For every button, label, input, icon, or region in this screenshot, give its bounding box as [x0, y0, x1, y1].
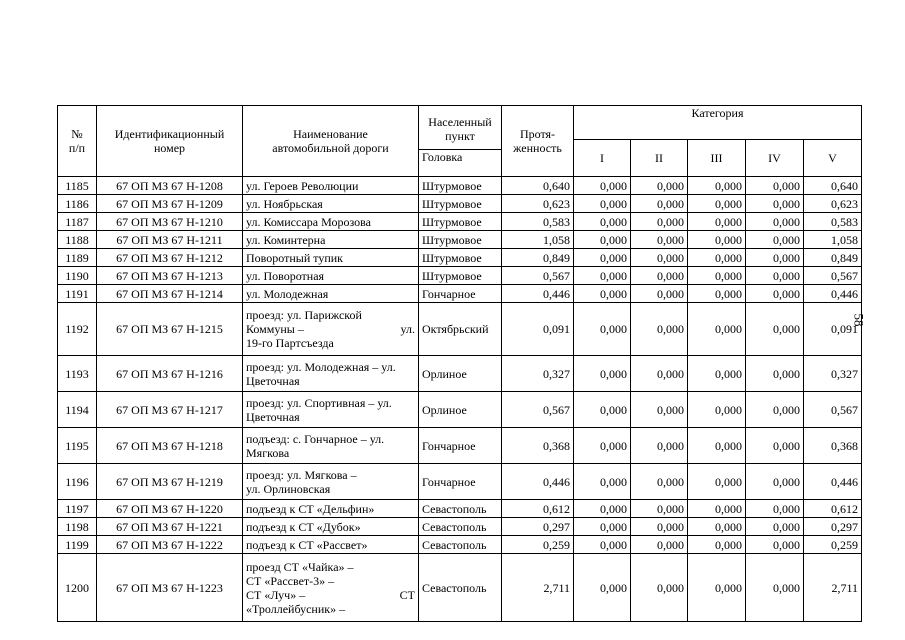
row-cat-5: 0,446: [804, 285, 862, 303]
row-cat-1: 0,000: [574, 213, 631, 231]
road-name-line: проезд: ул. Мягкова –: [246, 467, 357, 482]
row-cat-4: 0,000: [746, 554, 804, 622]
road-name-line: Цветочная: [246, 373, 300, 388]
row-cat-2: 0,000: [631, 177, 688, 195]
row-cat-1: 0,000: [574, 249, 631, 267]
row-cat-3: 0,000: [688, 464, 746, 500]
row-cat-5: 0,612: [804, 500, 862, 518]
row-cat-2: 0,000: [631, 536, 688, 554]
row-place: Гончарное: [419, 464, 502, 500]
road-name-part: СТ «Луч» –: [246, 587, 306, 602]
row-cat-4: 0,000: [746, 303, 804, 356]
row-length: 0,091: [502, 303, 574, 356]
row-length: 0,368: [502, 428, 574, 464]
row-cat-1: 0,000: [574, 267, 631, 285]
road-name-part: Коммуны –: [246, 322, 304, 336]
row-cat-1: 0,000: [574, 428, 631, 464]
row-road-name: [243, 464, 419, 500]
row-number: 1190: [58, 267, 97, 285]
row-cat-4: 0,000: [746, 267, 804, 285]
row-place: Штурмовое: [419, 267, 502, 285]
header-row: [58, 106, 862, 140]
row-cat-4: 0,000: [746, 356, 804, 392]
road-name-line: ул. Орлиновская: [246, 481, 331, 496]
row-id: 67 ОП МЗ 67 Н-1221: [97, 518, 243, 536]
row-cat-4: 0,000: [746, 518, 804, 536]
row-id: 67 ОП МЗ 67 Н-1222: [97, 536, 243, 554]
row-cat-2: 0,000: [631, 195, 688, 213]
row-number: 1194: [58, 392, 97, 428]
row-length: 0,640: [502, 177, 574, 195]
row-cat-5: 0,567: [804, 267, 862, 285]
road-name-line: ул. Поворотная: [246, 268, 325, 283]
row-cat-2: 0,000: [631, 428, 688, 464]
row-cat-4: 0,000: [746, 536, 804, 554]
row-cat-2: 0,000: [631, 356, 688, 392]
road-name-line: ул. Комиссара Морозова: [246, 214, 371, 229]
row-cat-5: 1,058: [804, 231, 862, 249]
row-cat-2: 0,000: [631, 392, 688, 428]
row-cat-5: 0,623: [804, 195, 862, 213]
row-number: 1197: [58, 500, 97, 518]
row-cat-3: 0,000: [688, 267, 746, 285]
row-number: 1187: [58, 213, 97, 231]
table-row: [58, 195, 862, 213]
table-row: [58, 356, 862, 392]
row-place: Гончарное: [419, 285, 502, 303]
row-number: 1192: [58, 303, 97, 356]
table-row: [58, 518, 862, 536]
road-name-line: ул. Героев Революции: [246, 178, 359, 193]
row-number: 1188: [58, 231, 97, 249]
row-id: 67 ОП МЗ 67 Н-1208: [97, 177, 243, 195]
row-number: 1200: [58, 554, 97, 622]
row-cat-4: 0,000: [746, 500, 804, 518]
road-name-line: проезд: ул. Молодежная – ул.: [246, 359, 396, 374]
header-cat-5: V: [804, 140, 862, 177]
header-id: Идентификационный номер: [97, 106, 243, 177]
row-cat-5: 0,567: [804, 392, 862, 428]
row-length: 0,612: [502, 500, 574, 518]
road-name-line: подъезд: с. Гончарное – ул.: [246, 431, 385, 446]
road-name-line: Цветочная: [246, 409, 300, 424]
row-road-name: [243, 500, 419, 518]
road-name-line: СТ «Рассвет-3» –: [246, 573, 335, 588]
row-length: 2,711: [502, 554, 574, 622]
row-cat-1: 0,000: [574, 518, 631, 536]
row-length: 0,567: [502, 267, 574, 285]
row-cat-1: 0,000: [574, 356, 631, 392]
row-number: 1193: [58, 356, 97, 392]
row-cat-4: 0,000: [746, 231, 804, 249]
row-cat-5: 0,368: [804, 428, 862, 464]
row-length: 0,446: [502, 464, 574, 500]
row-cat-2: 0,000: [631, 231, 688, 249]
row-road-name: [243, 554, 419, 622]
row-cat-4: 0,000: [746, 428, 804, 464]
row-cat-2: 0,000: [631, 285, 688, 303]
row-cat-3: 0,000: [688, 518, 746, 536]
row-length: 1,058: [502, 231, 574, 249]
road-name-line: «Троллейбусник» –: [246, 601, 346, 616]
row-cat-1: 0,000: [574, 392, 631, 428]
header-cat-1: I: [574, 140, 631, 177]
row-cat-5: 0,849: [804, 249, 862, 267]
row-cat-3: 0,000: [688, 500, 746, 518]
table-row: [58, 177, 862, 195]
road-name-line: подъезд к СТ «Дельфин»: [246, 501, 375, 516]
row-place: Севастополь: [419, 518, 502, 536]
row-cat-4: 0,000: [746, 249, 804, 267]
row-id: 67 ОП МЗ 67 Н-1216: [97, 356, 243, 392]
row-cat-5: 0,583: [804, 213, 862, 231]
header-num: № п/п: [58, 106, 97, 177]
row-length: 0,567: [502, 392, 574, 428]
row-cat-2: 0,000: [631, 518, 688, 536]
header-place: [419, 106, 502, 177]
row-place: Штурмовое: [419, 249, 502, 267]
row-cat-3: 0,000: [688, 213, 746, 231]
row-id: 67 ОП МЗ 67 Н-1218: [97, 428, 243, 464]
row-cat-3: 0,000: [688, 231, 746, 249]
row-place: Штурмовое: [419, 213, 502, 231]
row-length: 0,297: [502, 518, 574, 536]
table-row: [58, 392, 862, 428]
row-cat-5: 0,259: [804, 536, 862, 554]
table-row: [58, 536, 862, 554]
row-cat-3: 0,000: [688, 392, 746, 428]
row-road-name: [243, 231, 419, 249]
row-place: Севастополь: [419, 554, 502, 622]
row-place: Штурмовое: [419, 177, 502, 195]
row-length: 0,849: [502, 249, 574, 267]
road-name-line: проезд СТ «Чайка» –: [246, 559, 354, 574]
row-id: 67 ОП МЗ 67 Н-1223: [97, 554, 243, 622]
row-place: Севастополь: [419, 500, 502, 518]
row-road-name: [243, 213, 419, 231]
row-cat-1: 0,000: [574, 536, 631, 554]
road-name-line: [246, 588, 415, 602]
row-cat-5: 0,091: [804, 303, 862, 356]
row-id: 67 ОП МЗ 67 Н-1214: [97, 285, 243, 303]
row-cat-5: 0,327: [804, 356, 862, 392]
row-road-name: [243, 177, 419, 195]
row-place: Октябрьский: [419, 303, 502, 356]
row-id: 67 ОП МЗ 67 Н-1211: [97, 231, 243, 249]
row-cat-2: 0,000: [631, 554, 688, 622]
row-road-name: [243, 249, 419, 267]
row-road-name: [243, 195, 419, 213]
row-cat-3: 0,000: [688, 554, 746, 622]
row-id: 67 ОП МЗ 67 Н-1220: [97, 500, 243, 518]
row-cat-2: 0,000: [631, 249, 688, 267]
road-name-line: ул. Молодежная: [246, 286, 329, 301]
row-cat-4: 0,000: [746, 177, 804, 195]
row-number: 1189: [58, 249, 97, 267]
row-number: 1196: [58, 464, 97, 500]
road-name-line: ул. Коминтерна: [246, 232, 326, 247]
row-cat-4: 0,000: [746, 213, 804, 231]
table-row: [58, 231, 862, 249]
row-number: 1186: [58, 195, 97, 213]
row-place: Севастополь: [419, 536, 502, 554]
table-row: [58, 464, 862, 500]
row-cat-4: 0,000: [746, 285, 804, 303]
road-name-part: ул.: [400, 322, 415, 336]
row-cat-1: 0,000: [574, 554, 631, 622]
row-length: 0,259: [502, 536, 574, 554]
row-cat-1: 0,000: [574, 177, 631, 195]
row-cat-3: 0,000: [688, 428, 746, 464]
header-length: Протя- женность: [502, 106, 574, 177]
row-id: 67 ОП МЗ 67 Н-1217: [97, 392, 243, 428]
header-category: Категория: [574, 106, 862, 140]
row-road-name: [243, 536, 419, 554]
header-cat-3: III: [688, 140, 746, 177]
row-id: 67 ОП МЗ 67 Н-1215: [97, 303, 243, 356]
road-name-line: подъезд к СТ «Рассвет»: [246, 537, 368, 552]
row-cat-1: 0,000: [574, 500, 631, 518]
row-cat-3: 0,000: [688, 195, 746, 213]
table-row: [58, 500, 862, 518]
table-body: [58, 106, 862, 622]
row-cat-1: 0,000: [574, 303, 631, 356]
row-length: 0,583: [502, 213, 574, 231]
page-number: 58: [851, 313, 867, 327]
row-id: 67 ОП МЗ 67 Н-1209: [97, 195, 243, 213]
row-place: Орлиное: [419, 356, 502, 392]
row-number: 1199: [58, 536, 97, 554]
row-place: Штурмовое: [419, 195, 502, 213]
row-length: 0,327: [502, 356, 574, 392]
row-cat-2: 0,000: [631, 267, 688, 285]
table-row: [58, 213, 862, 231]
row-id: 67 ОП МЗ 67 Н-1213: [97, 267, 243, 285]
row-number: 1191: [58, 285, 97, 303]
row-cat-5: 0,640: [804, 177, 862, 195]
header-place-top: Населенный пункт: [428, 114, 492, 143]
row-cat-1: 0,000: [574, 231, 631, 249]
row-road-name: [243, 518, 419, 536]
road-name-part: СТ: [399, 587, 415, 602]
table-row: [58, 554, 862, 622]
row-place: Штурмовое: [419, 231, 502, 249]
row-cat-2: 0,000: [631, 303, 688, 356]
row-cat-4: 0,000: [746, 392, 804, 428]
row-length: 0,446: [502, 285, 574, 303]
road-name-line: 19-го Партсъезда: [246, 336, 334, 350]
table-row: [58, 285, 862, 303]
table-row: [58, 249, 862, 267]
row-cat-4: 0,000: [746, 464, 804, 500]
road-name-line: проезд: ул. Парижской: [246, 308, 362, 322]
table-row: [58, 428, 862, 464]
row-place: Гончарное: [419, 428, 502, 464]
row-id: 67 ОП МЗ 67 Н-1212: [97, 249, 243, 267]
road-name-line: подъезд к СТ «Дубок»: [246, 519, 361, 534]
row-cat-2: 0,000: [631, 500, 688, 518]
row-cat-2: 0,000: [631, 464, 688, 500]
row-cat-3: 0,000: [688, 177, 746, 195]
row-cat-1: 0,000: [574, 195, 631, 213]
road-name-line: ул. Ноябрьская: [246, 196, 323, 211]
row-road-name: [243, 303, 419, 356]
row-road-name: [243, 356, 419, 392]
header-cat-4: IV: [746, 140, 804, 177]
row-road-name: [243, 428, 419, 464]
row-road-name: [243, 392, 419, 428]
row-id: 67 ОП МЗ 67 Н-1219: [97, 464, 243, 500]
row-cat-1: 0,000: [574, 464, 631, 500]
row-number: 1185: [58, 177, 97, 195]
road-name-line: [246, 322, 415, 336]
table-row: [58, 267, 862, 285]
row-length: 0,623: [502, 195, 574, 213]
header-cat-2: II: [631, 140, 688, 177]
table-row: [58, 303, 862, 356]
row-cat-3: 0,000: [688, 285, 746, 303]
row-cat-5: 0,446: [804, 464, 862, 500]
header-place-bottom: Головка: [419, 149, 501, 168]
row-cat-4: 0,000: [746, 195, 804, 213]
row-cat-5: 0,297: [804, 518, 862, 536]
row-id: 67 ОП МЗ 67 Н-1210: [97, 213, 243, 231]
row-cat-5: 2,711: [804, 554, 862, 622]
row-place: Орлиное: [419, 392, 502, 428]
road-name-line: проезд: ул. Спортивная – ул.: [246, 395, 392, 410]
row-cat-2: 0,000: [631, 213, 688, 231]
roads-table: [57, 105, 862, 622]
header-name: Наименование автомобильной дороги: [243, 106, 419, 177]
row-cat-3: 0,000: [688, 356, 746, 392]
row-number: 1195: [58, 428, 97, 464]
row-cat-1: 0,000: [574, 285, 631, 303]
row-cat-3: 0,000: [688, 303, 746, 356]
row-road-name: [243, 267, 419, 285]
row-number: 1198: [58, 518, 97, 536]
road-name-line: Поворотный тупик: [246, 250, 344, 265]
road-name-line: Мягкова: [246, 445, 290, 460]
row-road-name: [243, 285, 419, 303]
row-cat-3: 0,000: [688, 249, 746, 267]
row-cat-3: 0,000: [688, 536, 746, 554]
